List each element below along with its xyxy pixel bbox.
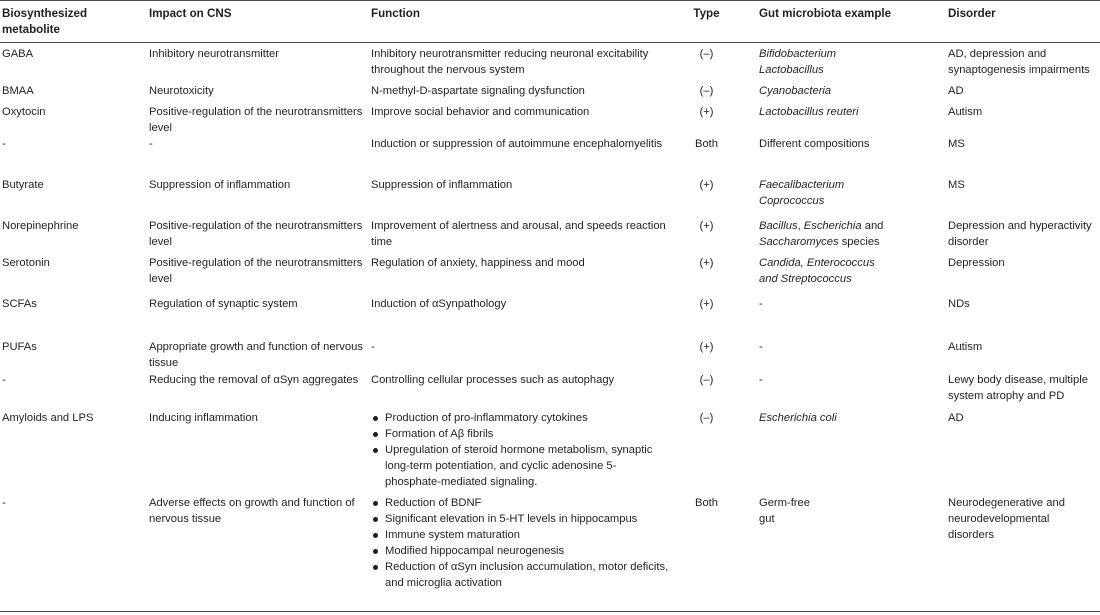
header-type: Type (693, 7, 720, 20)
cell-function: N-methyl-D-aspartate signaling dysfunction (371, 84, 585, 97)
header-microbiota: Gut microbiota example (759, 7, 892, 20)
table-row (0, 410, 1100, 495)
cell-metabolite: Norepinephrine (2, 219, 79, 232)
cell-function: Induction of αSynpathology (371, 297, 507, 310)
table-row (0, 81, 1100, 102)
microbiota-name: Escherichia (803, 219, 862, 232)
microbiota-name: Lactobacillus reuteri (759, 105, 859, 118)
cell-type: (+) (699, 178, 714, 191)
cell-type: (+) (699, 340, 714, 353)
cell-metabolite: Butyrate (2, 178, 44, 191)
cell-metabolite: Amyloids and LPS (2, 411, 94, 424)
cell-type: (+) (699, 256, 714, 269)
cell-disorder: MS (948, 178, 965, 191)
cell-microbiota (757, 218, 946, 255)
microbiota-name: Escherichia coli (759, 411, 837, 424)
cell-microbiota: - (759, 373, 763, 386)
cell-microbiota (757, 43, 946, 81)
cell-microbiota (757, 410, 946, 495)
cell-disorder: AD, depression and synaptogenesis impairments (948, 48, 1090, 76)
cell-type: (+) (699, 105, 714, 118)
table-row (0, 218, 1100, 255)
list-item: Significant elevation in 5-HT levels in hippocampus (371, 511, 670, 527)
cell-microbiota: - (759, 340, 763, 353)
list-item: Formation of Aβ fibrils (371, 426, 670, 442)
cell-impact: Adverse effects on growth and function of nervous tissue (149, 496, 355, 525)
header-metabolite: Biosynthesized metabolite (2, 7, 88, 36)
cell-metabolite: PUFAs (2, 340, 37, 353)
list-item: Upregulation of steroid hormone metabolism, synaptic long-term potentiation, and cyclic adenosine 5-phosphate-mediated signaling. (371, 442, 670, 490)
microbiota-line: gut (759, 512, 775, 525)
cell-function (369, 495, 676, 612)
function-list (371, 495, 670, 591)
cell-metabolite: - (2, 373, 6, 386)
cell-function: Improve social behavior and communication (371, 105, 590, 118)
list-item: Reduction of BDNF (371, 495, 670, 511)
cell-function: Induction or suppression of autoimmune encephalomyelitis (371, 137, 663, 150)
microbiota-name: Cyanobacteria (759, 84, 832, 97)
list-item: Production of pro-inflammatory cytokines (371, 410, 670, 426)
table-header-row (0, 1, 1100, 43)
cell-disorder: AD (948, 411, 964, 424)
cell-microbiota (757, 495, 946, 612)
cell-impact: Inducing inflammation (149, 411, 258, 424)
cell-metabolite: GABA (2, 48, 34, 60)
cell-function (369, 410, 676, 495)
cell-disorder: Autism (948, 105, 983, 118)
microbiota-name: Lactobacillus (759, 64, 824, 76)
cell-metabolite: Serotonin (2, 256, 50, 269)
cell-disorder: Neurodegenerative and neurodevelopmental disorders (948, 496, 1065, 541)
microbiota-sep: and (861, 219, 884, 232)
cell-disorder: MS (948, 137, 965, 150)
table-row (0, 102, 1100, 136)
table-row (0, 255, 1100, 296)
cell-disorder: Depression and hyperactivity disorder (948, 219, 1092, 248)
cell-impact: Positive-regulation of the neurotransmitters level (149, 219, 363, 248)
microbiota-name: Faecalibacterium (759, 178, 845, 191)
microbiota-name: Candida, Enterococcus (759, 256, 875, 269)
cell-function: Inhibitory neurotransmitter reducing neuronal excitability throughout the nervous system (371, 48, 649, 76)
cell-type: Both (694, 137, 718, 150)
cell-impact: Positive-regulation of the neurotransmitters level (149, 105, 363, 134)
table-row (0, 372, 1100, 410)
cell-function: Suppression of inflammation (371, 178, 513, 191)
table-row (0, 495, 1100, 612)
cell-microbiota (757, 255, 946, 296)
cell-microbiota: Different compositions (759, 137, 870, 150)
cell-impact: - (149, 137, 153, 150)
cell-function: Improvement of alertness and arousal, and speeds reaction time (371, 219, 666, 248)
cell-metabolite: Oxytocin (2, 105, 46, 118)
microbiota-sep: species (838, 235, 880, 248)
cell-disorder: Depression (948, 256, 1005, 269)
table-row (0, 43, 1100, 81)
microbiota-sep: , (797, 219, 804, 232)
cell-microbiota: - (759, 297, 763, 310)
function-list (371, 410, 670, 490)
cell-disorder: AD (948, 84, 964, 97)
cell-metabolite: - (2, 137, 6, 150)
cell-function: Regulation of anxiety, happiness and mood (371, 256, 585, 269)
cell-metabolite: SCFAs (2, 297, 37, 310)
table-row (0, 296, 1100, 339)
cell-impact: Regulation of synaptic system (149, 297, 298, 310)
list-item: Immune system maturation (371, 527, 670, 543)
cell-type: (–) (699, 84, 714, 97)
cell-type: (+) (699, 297, 714, 310)
cell-type: (–) (699, 373, 714, 386)
cell-type: (–) (699, 48, 714, 60)
cell-impact: Inhibitory neurotransmitter (149, 48, 279, 60)
list-item: Modified hippocampal neurogenesis (371, 543, 670, 559)
cell-type: (+) (699, 219, 714, 232)
list-item: Reduction of αSyn inclusion accumulation, motor deficits, and microglia activation (371, 559, 670, 591)
cell-impact: Neurotoxicity (149, 84, 214, 97)
cell-type: Both (694, 496, 718, 509)
cell-microbiota (757, 177, 946, 218)
microbiota-name: Saccharomyces (759, 235, 839, 248)
cell-microbiota (757, 102, 946, 136)
cell-impact: Appropriate growth and function of nervous tissue (149, 340, 363, 369)
cell-metabolite: BMAA (2, 84, 34, 97)
cell-impact: Suppression of inflammation (149, 178, 291, 191)
cell-disorder: NDs (948, 297, 970, 310)
cell-disorder: Lewy body disease, multiple system atrophy and PD (948, 373, 1088, 402)
cell-metabolite: - (2, 496, 6, 509)
header-impact: Impact on CNS (149, 7, 232, 20)
header-disorder: Disorder (948, 7, 996, 20)
table-row (0, 177, 1100, 218)
microbiota-name: and Streptococcus (759, 272, 852, 285)
header-function: Function (371, 7, 420, 20)
cell-impact: Reducing the removal of αSyn aggregates (149, 373, 359, 386)
cell-type: (–) (699, 411, 714, 424)
cell-function: - (371, 340, 375, 353)
microbiota-name: Bifidobacterium (759, 48, 837, 60)
table-row (0, 339, 1100, 372)
table-row (0, 136, 1100, 177)
microbiota-name: Coprococcus (759, 194, 825, 207)
cell-disorder: Autism (948, 340, 983, 353)
microbiota-name: Bacillus (759, 219, 798, 232)
cell-microbiota (757, 81, 946, 102)
cell-function: Controlling cellular processes such as autophagy (371, 373, 615, 386)
cell-impact: Positive-regulation of the neurotransmitters level (149, 256, 363, 285)
microbiota-line: Germ-free (759, 496, 810, 509)
